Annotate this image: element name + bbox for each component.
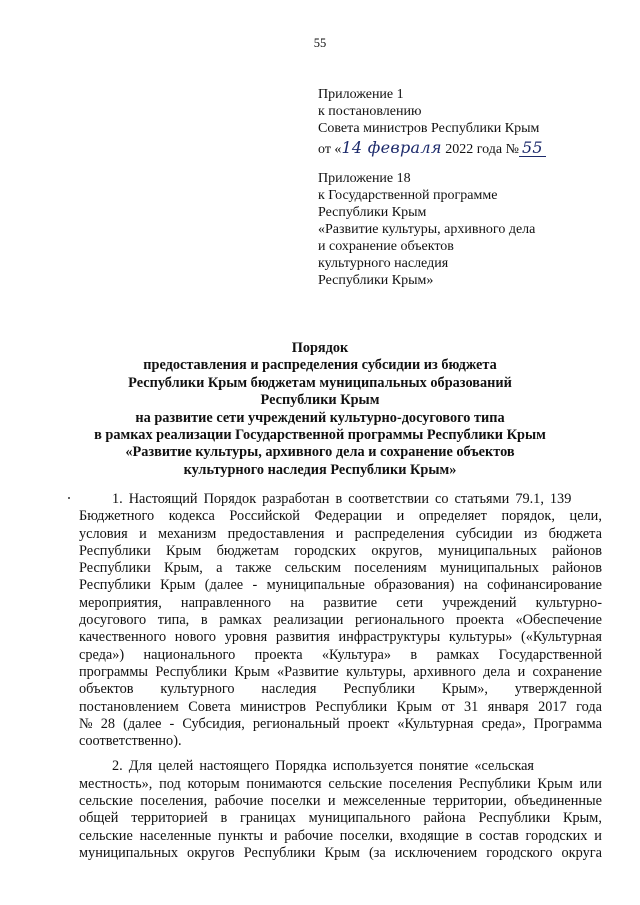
- appendix-1-date-line: [318, 139, 618, 158]
- paragraph-1-line: Республики Крым (далее - муниципальные образования) на софинансирование: [79, 577, 602, 594]
- title-line: культурного наследия Республики Крым»: [183, 461, 457, 478]
- handwritten-date: 14 февраля: [341, 138, 442, 157]
- appendix-18-block: [318, 170, 618, 289]
- paragraph-1-line: программы Республики Крым «Развитие культуры, архивного дела и сохранение: [79, 663, 602, 680]
- page-number: 55: [313, 36, 327, 50]
- paragraph-1-line: среда») национального проекта «Культура» в рамках Государственной: [79, 646, 602, 663]
- appendix-1-block: [318, 86, 618, 158]
- paragraph-1-line: соответственно).: [79, 733, 182, 750]
- date-prefix: от «: [318, 142, 342, 157]
- document-title: [60, 340, 580, 479]
- title-line: «Развитие культуры, архивного дела и сохранение объектов: [125, 444, 515, 461]
- paragraph-1-line: качественного нового уровня развития инфраструктуры культуры» («Культурная: [79, 629, 602, 646]
- paragraph-1-line: объектов культурного наследия Республики Крым», утвержденной: [79, 681, 602, 698]
- paragraph-2-line: 2. Для целей настоящего Порядка используется понятие «сельская: [112, 758, 534, 775]
- appendix-1-title: Приложение 1: [318, 87, 404, 102]
- paragraph-1-line: 1. Настоящий Порядок разработан в соответствии со статьями 79.1, 139: [112, 491, 572, 507]
- document-body: [79, 491, 602, 862]
- paragraph-2-line: общей территорией в границах муниципального района Республики Крым,: [79, 810, 602, 827]
- appendix-18-line: к Государственной программе: [318, 188, 498, 203]
- paragraph-1-line: условия и механизм предоставления и распределения субсидии из бюджета: [79, 525, 602, 542]
- paragraph-1-line: Бюджетного кодекса Российской Федерации и определяет порядок, цели,: [79, 508, 602, 525]
- title-line: предоставления и распределения субсидии из бюджета: [143, 357, 497, 374]
- paragraph-1-line: постановлением Совета министров Республики Крым от 31 января 2017 года: [79, 698, 602, 715]
- paragraph-2-line: муниципальных округов Республики Крым (за исключением городского округа: [79, 844, 602, 861]
- paragraph-1-line: досугового типа, в рамках реализации регионального проекта «Обеспечение: [79, 612, 602, 629]
- appendix-18-line: Республики Крым»: [318, 273, 434, 288]
- paragraph-2-line: местность», под которым понимаются сельские поселения Республики Крым или: [79, 775, 602, 792]
- paragraph-1-line: Республики Крым, а также сельским поселениям муниципальных районов: [79, 560, 602, 577]
- appendix-18-line: и сохранение объектов: [318, 239, 454, 254]
- title-line: в рамках реализации Государственной программы Республики Крым: [94, 427, 546, 444]
- appendix-1-line: к постановлению: [318, 104, 422, 119]
- paragraph-1-line: Республики Крым бюджетам городских округов, муниципальных районов: [79, 542, 602, 559]
- title-line: Республики Крым: [260, 392, 380, 409]
- appendix-18-line: «Развитие культуры, архивного дела: [318, 222, 536, 237]
- appendix-18-line: Республики Крым: [318, 205, 427, 220]
- appendix-1-line: Совета министров Республики Крым: [318, 121, 540, 136]
- appendix-18-line: культурного наследия: [318, 256, 449, 271]
- paragraph-1-line: № 28 (далее - Субсидия, региональный проект «Культурная среда», Программа: [79, 715, 602, 732]
- paragraph-2-line: сельские поселения, рабочие поселки и межселенные территории, объединенные: [79, 793, 602, 810]
- margin-mark: [68, 497, 70, 499]
- paragraph-gap: [79, 750, 602, 758]
- paragraph-2-line: сельские населенные пункты и рабочие поселки, входящие в состав городских и: [79, 827, 602, 844]
- title-line: Республики Крым бюджетам муниципальных образований: [128, 374, 512, 391]
- title-line: на развитие сети учреждений культурно-досугового типа: [135, 409, 505, 426]
- paragraph-1-line: мероприятия, направленного на развитие сети учреждений культурно-: [79, 594, 602, 611]
- date-middle: 2022 года №: [441, 142, 519, 157]
- handwritten-number: 55: [519, 139, 546, 157]
- title-line: Порядок: [291, 340, 349, 356]
- appendix-18-line: Приложение 18: [318, 171, 411, 186]
